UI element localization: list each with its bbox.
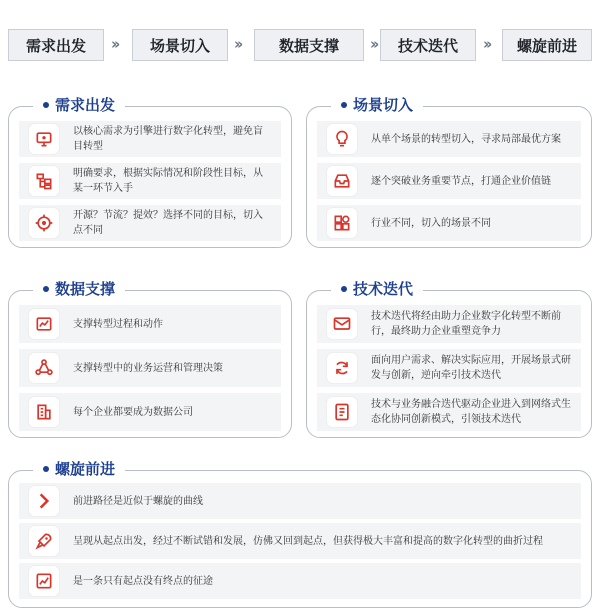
card-scene (306, 96, 592, 248)
chevron-right-icon (29, 486, 59, 516)
flow-arrow-3: ›› (370, 35, 377, 53)
card-data (8, 280, 292, 438)
building-icon (29, 397, 59, 427)
flow-step-scene: 场景切入 (132, 29, 228, 61)
grid-apps-icon (327, 208, 357, 238)
card-scene-title: 场景切入 (331, 94, 423, 115)
flow-step-spiral: 螺旋前进 (502, 29, 592, 61)
card-data-title: 数据支撑 (33, 278, 125, 299)
flow-arrow-4: ›› (483, 35, 490, 53)
title-dot-icon (341, 286, 347, 292)
document-icon (327, 397, 357, 427)
line-chart-icon (29, 566, 59, 596)
process-flow (8, 29, 592, 61)
list-item: 技术与业务融合迭代驱动企业进入到网络式生态化协同创新模式，引领技术迭代 (317, 393, 581, 431)
inbox-icon (327, 166, 357, 196)
list-item: 呈现从起点出发，经过不断试错和发展，仿佛又回到起点，但获得极大丰富和提高的数字化转型的曲折过程 (19, 523, 581, 559)
list-item: 以核心需求为引擎进行数字化转型，避免盲目转型 (19, 121, 281, 157)
title-dot-icon (43, 466, 49, 472)
list-item: 开源？节流？提效？选择不同的目标，切入点不同 (19, 205, 281, 241)
list-item: 技术迭代将经由助力企业数字化转型不断前行，最终助力企业重塑竞争力 (317, 305, 581, 343)
list-item: 每个企业都要成为数据公司 (19, 393, 281, 431)
target-icon (29, 208, 59, 238)
flow-step-demand: 需求出发 (8, 29, 104, 61)
title-dot-icon (341, 102, 347, 108)
list-item: 明确要求，根据实际情况和阶段性目标，从某一环节入手 (19, 163, 281, 199)
list-item: 是一条只有起点没有终点的征途 (19, 563, 581, 599)
monitor-icon (29, 124, 59, 154)
list-item: 从单个场景的转型切入，寻求局部最优方案 (317, 121, 581, 157)
list-item: 行业不同，切入的场景不同 (317, 205, 581, 241)
flow-step-tech: 技术迭代 (380, 29, 476, 61)
list-item: 逐个突破业务重要节点，打通企业价值链 (317, 163, 581, 199)
card-spiral-title: 螺旋前进 (33, 458, 125, 479)
cycle-icon (327, 353, 357, 383)
card-tech-title: 技术迭代 (331, 278, 423, 299)
card-demand-title: 需求出发 (33, 94, 125, 115)
analytics-icon (29, 309, 59, 339)
list-item: 面向用户需求、解决实际应用，开展场景式研发与创新，逆向牵引技术迭代 (317, 349, 581, 387)
title-dot-icon (43, 102, 49, 108)
flow-step-data: 数据支撑 (254, 29, 364, 61)
list-item: 支撑转型中的业务运营和管理决策 (19, 349, 281, 387)
mail-screen-icon (327, 309, 357, 339)
org-chart-icon (29, 166, 59, 196)
rocket-icon (29, 526, 59, 556)
lightbulb-icon (327, 124, 357, 154)
list-item: 支撑转型过程和动作 (19, 305, 281, 343)
network-icon (29, 353, 59, 383)
flow-arrow-1: ›› (111, 35, 118, 53)
card-tech (306, 280, 592, 438)
card-demand (8, 96, 292, 248)
flow-arrow-2: ›› (234, 35, 241, 53)
title-dot-icon (43, 286, 49, 292)
card-spiral (8, 460, 592, 608)
list-item: 前进路径是近似于螺旋的曲线 (19, 483, 581, 519)
